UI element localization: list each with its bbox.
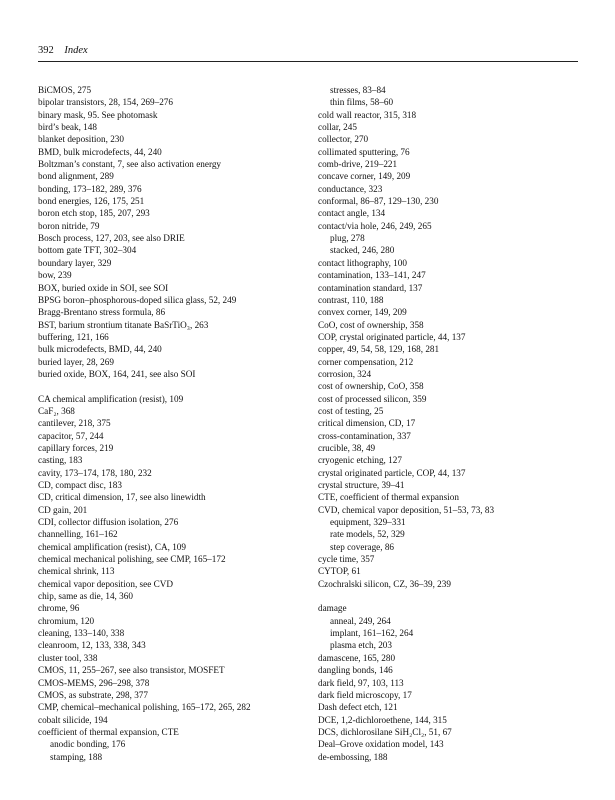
- index-entry: CMOS, 11, 255–267, see also transistor, MOSFET: [38, 665, 225, 676]
- index-entry: crystal structure, 39–41: [318, 480, 405, 490]
- index-entry: crystal originated particle, COP, 44, 137: [318, 467, 466, 478]
- index-subentry: stacked, 246, 280: [330, 245, 395, 256]
- index-entry: Bosch process, 127, 203, see also DRIE: [38, 233, 185, 244]
- index-entry: concave corner, 149, 209: [318, 171, 411, 182]
- index-entry: conductance, 323: [318, 183, 383, 194]
- index-entry: contact lithography, 100: [318, 257, 407, 268]
- index-entry: cleaning, 133–140, 338: [38, 628, 125, 639]
- index-entry: channelling, 161–162: [38, 529, 118, 540]
- index-entry: cost of testing, 25: [318, 405, 384, 416]
- index-entry: collimated sputtering, 76: [318, 146, 410, 157]
- index-entry: contamination, 133–141, 247: [318, 270, 426, 281]
- index-entry: contact angle, 134: [318, 208, 386, 219]
- index-entry: cost of ownership, CoO, 358: [318, 381, 424, 392]
- index-entry: coefficient of thermal expansion, CTE: [38, 726, 179, 737]
- index-entry: BOX, buried oxide in SOI, see SOI: [38, 282, 169, 293]
- index-entry: CMOS-MEMS, 296–298, 378: [38, 677, 150, 688]
- index-entry: chip, same as die, 14, 360: [38, 591, 133, 602]
- index-entry: chemical vapor deposition, see CVD: [38, 578, 173, 589]
- index-entry: blanket deposition, 230: [38, 134, 124, 145]
- index-subentry: thin films, 58–60: [330, 97, 394, 108]
- index-entry: contact/via hole, 246, 249, 265: [318, 220, 432, 231]
- index-entry: CDI, collector diffusion isolation, 276: [38, 517, 179, 528]
- index-entry: Dash defect etch, 121: [318, 702, 398, 713]
- index-entry: casting, 183: [38, 455, 83, 466]
- index-entry: cross-contamination, 337: [318, 430, 411, 441]
- index-entry: boundary layer, 329: [38, 257, 112, 268]
- index-entry: collector, 270: [318, 134, 369, 145]
- index-letter-gap: [38, 380, 303, 392]
- index-entry: cantilever, 218, 375: [38, 418, 111, 429]
- header-rule: [38, 61, 578, 62]
- index-entry: bird’s beak, 148: [38, 122, 97, 133]
- index-entry: COP, crystal originated particle, 44, 137: [318, 331, 466, 342]
- index-entry: buried oxide, BOX, 164, 241, see also SOI: [38, 368, 196, 379]
- index-entry: dark field microscopy, 17: [318, 689, 412, 700]
- index-entry: BST, barium strontium titanate BaSrTiO₃, 263: [38, 319, 209, 330]
- index-entry: BPSG boron–phosphorous-doped silica glass, 52, 249: [38, 294, 237, 305]
- running-title: Index: [64, 45, 88, 56]
- index-subentry: implant, 161–162, 264: [330, 628, 414, 639]
- index-entry: BMD, bulk microdefects, 44, 240: [38, 146, 162, 157]
- index-letter-gap: [318, 590, 580, 602]
- index-entry: bow, 239: [38, 270, 72, 281]
- index-entry: dark field, 97, 103, 113: [318, 677, 404, 688]
- index-entry: damascene, 165, 280: [318, 652, 396, 663]
- index-subentry: plasma etch, 203: [330, 640, 392, 651]
- index-entry: cavity, 173–174, 178, 180, 232: [38, 467, 152, 478]
- index-entry: damage: [318, 603, 347, 614]
- index-entry: cold wall reactor, 315, 318: [318, 109, 417, 120]
- index-entry: buried layer, 28, 269: [38, 356, 114, 367]
- index-entry: convex corner, 149, 209: [318, 307, 407, 318]
- index-subentry: anodic bonding, 176: [50, 739, 126, 750]
- index-column-left: [38, 84, 303, 763]
- index-entry: Czochralski silicon, CZ, 36–39, 239: [318, 578, 451, 589]
- index-entry: bonding, 173–182, 289, 376: [38, 183, 142, 194]
- index-entry: cycle time, 357: [318, 554, 375, 565]
- index-entry: bottom gate TFT, 302–304: [38, 245, 137, 256]
- index-entry: chromium, 120: [38, 615, 95, 626]
- index-entry: copper, 49, 54, 58, 129, 168, 281: [318, 344, 440, 355]
- index-entry: chemical shrink, 113: [38, 566, 115, 577]
- index-entry: corrosion, 324: [318, 368, 372, 379]
- index-subentry: step coverage, 86: [330, 541, 395, 552]
- index-entry: Boltzman’s constant, 7, see also activation energy: [38, 159, 222, 170]
- index-entry: comb-drive, 219–221: [318, 159, 398, 170]
- index-entry: contrast, 110, 188: [318, 294, 384, 305]
- index-entry: dangling bonds, 146: [318, 665, 393, 676]
- index-entry: cost of processed silicon, 359: [318, 393, 427, 404]
- index-entry: BiCMOS, 275: [38, 85, 92, 95]
- index-entry: cobalt silicide, 194: [38, 714, 108, 725]
- index-entry: CYTOP, 61: [318, 566, 361, 577]
- index-entry: boron nitride, 79: [38, 220, 100, 231]
- index-subentry: rate models, 52, 329: [330, 529, 405, 540]
- index-entry: crucible, 38, 49: [318, 442, 376, 453]
- index-entry: binary mask, 95. See photomask: [38, 109, 158, 120]
- index-entry: collar, 245: [318, 122, 357, 133]
- index-entry: contamination standard, 137: [318, 282, 423, 293]
- page-header: [38, 44, 578, 57]
- index-subentry: stamping, 188: [50, 751, 103, 762]
- index-entry: CVD, chemical vapor deposition, 51–53, 73, 83: [318, 504, 495, 515]
- index-entry: CTE, coefficient of thermal expansion: [318, 492, 459, 503]
- index-entry: DCS, dichlorosilane SiH₂Cl₂, 51, 67: [318, 726, 452, 737]
- index-entry: chrome, 96: [38, 603, 80, 614]
- index-entry: bulk microdefects, BMD, 44, 240: [38, 344, 162, 355]
- page-number: 392: [38, 45, 54, 56]
- index-entry: boron etch stop, 185, 207, 293: [38, 208, 150, 219]
- index-entry: CaF₂, 368: [38, 405, 75, 416]
- index-entry: Bragg-Brentano stress formula, 86: [38, 307, 166, 318]
- index-entry: de-embossing, 188: [318, 751, 388, 762]
- index-entry: cryogenic etching, 127: [318, 455, 402, 466]
- index-entry: bond energies, 126, 175, 251: [38, 196, 145, 207]
- index-subentry: plug, 278: [330, 233, 365, 244]
- index-entry: corner compensation, 212: [318, 356, 414, 367]
- index-entry: bipolar transistors, 28, 154, 269–276: [38, 97, 173, 108]
- index-subentry: stresses, 83–84: [330, 85, 386, 95]
- index-entry: conformal, 86–87, 129–130, 230: [318, 196, 439, 207]
- index-entry: CMOS, as substrate, 298, 377: [38, 689, 148, 700]
- index-entry: chemical amplification (resist), CA, 109: [38, 541, 186, 552]
- index-entry: CMP, chemical–mechanical polishing, 165–172, 265, 282: [38, 702, 251, 713]
- index-entry: CA chemical amplification (resist), 109: [38, 393, 184, 404]
- index-entry: bond alignment, 289: [38, 171, 114, 182]
- index-entry: cluster tool, 338: [38, 652, 98, 663]
- index-entry: CD gain, 201: [38, 504, 88, 515]
- index-entry: buffering, 121, 166: [38, 331, 109, 342]
- index-entry: DCE, 1,2-dichloroethene, 144, 315: [318, 714, 447, 725]
- index-subentry: anneal, 249, 264: [330, 615, 391, 626]
- index-entry: critical dimension, CD, 17: [318, 418, 416, 429]
- index-entry: CD, critical dimension, 17, see also linewidth: [38, 492, 206, 503]
- index-entry: cleanroom, 12, 133, 338, 343: [38, 640, 146, 651]
- index-entry: capacitor, 57, 244: [38, 430, 104, 441]
- index-column-right: [318, 84, 580, 763]
- index-entry: CoO, cost of ownership, 358: [318, 319, 424, 330]
- index-entry: Deal–Grove oxidation model, 143: [318, 739, 444, 750]
- index-subentry: equipment, 329–331: [330, 517, 406, 528]
- index-entry: capillary forces, 219: [38, 442, 114, 453]
- index-entry: CD, compact disc, 183: [38, 480, 122, 490]
- index-entry: chemical mechanical polishing, see CMP, 165–172: [38, 554, 226, 565]
